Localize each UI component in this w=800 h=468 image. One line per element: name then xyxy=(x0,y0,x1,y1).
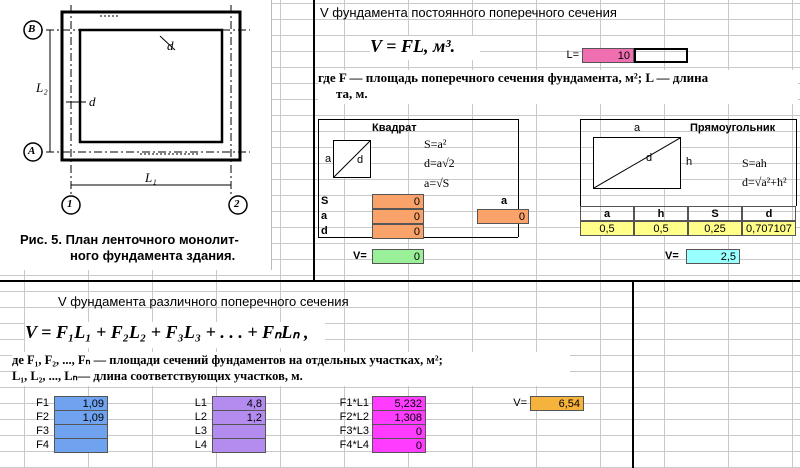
rect-header-s: S xyxy=(688,206,742,221)
f1l1-label: F1*L1 xyxy=(339,397,369,409)
l2-label: L2 xyxy=(194,411,207,423)
rect-header-d: d xyxy=(742,206,796,221)
l4-label: L4 xyxy=(194,439,207,451)
rect-header-a: a xyxy=(580,206,634,221)
rect-volume-label: V= xyxy=(665,250,679,262)
square-formula-diag: d=a√2 xyxy=(424,156,455,170)
axis-label-a: A xyxy=(28,145,36,157)
square-row-label-d: d xyxy=(321,225,328,237)
l1-label: L1 xyxy=(194,397,207,409)
f3l3-value[interactable]: 0 xyxy=(372,424,426,439)
section2-desc-line2: L₁, L₂, ..., Lₙ— длина соответствующих участков, м. xyxy=(12,369,303,383)
rect-diagram xyxy=(593,137,681,189)
rect-d-value[interactable]: 0,707107 xyxy=(742,221,796,236)
f4-label: F4 xyxy=(36,439,49,451)
rect-header-h: h xyxy=(634,206,688,221)
dim-label-l1: L₁ xyxy=(145,170,157,185)
l2-input[interactable]: 1,2 xyxy=(212,410,266,425)
f4-input[interactable] xyxy=(54,438,108,453)
f3-input[interactable] xyxy=(54,424,108,439)
section1-desc-line1: где F — площадь поперечного сечения фундамента, м²; L — длина xyxy=(318,70,709,85)
axis-label-2: 2 xyxy=(234,198,240,210)
divider-vertical-bottom xyxy=(632,280,634,468)
section2-formula: V = F₁L₁ + F₂L₂ + F₃L₃ + . . . + FₙLₙ , xyxy=(25,322,325,348)
l4-input[interactable] xyxy=(212,438,266,453)
l3-input[interactable] xyxy=(212,424,266,439)
square-s-input[interactable]: 0 xyxy=(372,194,424,209)
section1-title: V фундамента постоянного поперечного сечения xyxy=(320,5,617,20)
rect-diagonal xyxy=(594,138,680,188)
square-title: Квадрат xyxy=(372,122,417,134)
section2-desc-line1: де F₁, F₂, ..., Fₙ — площади сечений фундаментов на отдельных участках, м²; xyxy=(12,353,443,367)
square-side-label: a xyxy=(325,153,332,165)
foundation-plan-drawing xyxy=(0,0,272,270)
axis-label-1: 1 xyxy=(67,198,73,210)
foundation-plan-image xyxy=(0,0,272,270)
square-d-value[interactable]: 0 xyxy=(372,224,424,239)
square-diagonal xyxy=(334,141,370,177)
plan-caption-line1: Рис. 5. План ленточного монолит- xyxy=(20,232,239,247)
rect-a-input[interactable]: 0,5 xyxy=(580,221,634,236)
f2l2-value[interactable]: 1,308 xyxy=(372,410,426,425)
f2-input[interactable]: 1,09 xyxy=(54,410,108,425)
section1-description xyxy=(318,70,798,104)
f1l1-value[interactable]: 5,232 xyxy=(372,396,426,411)
square-row-label-a: a xyxy=(321,210,328,222)
f1-label: F1 xyxy=(36,397,49,409)
rect-border-right xyxy=(796,119,797,206)
square-a-input[interactable]: 0 xyxy=(477,209,529,224)
plan-caption-line2: ного фундамента здания. xyxy=(70,248,236,263)
axis-label-b: B xyxy=(28,23,36,35)
rect-formula-area: S=ah xyxy=(742,156,767,170)
divider-horizontal xyxy=(0,280,800,282)
l1-input[interactable]: 4,8 xyxy=(212,396,266,411)
square-diagram xyxy=(333,140,371,178)
active-cell[interactable] xyxy=(634,48,688,63)
rect-s-value[interactable]: 0,25 xyxy=(688,221,742,236)
square-formula-area: S=a² xyxy=(424,137,447,151)
rect-title: Прямоугольник xyxy=(690,122,776,134)
rect-top-label: a xyxy=(634,122,641,134)
dim-label-d-top: d xyxy=(167,38,174,53)
f3l3-label: F3*L3 xyxy=(339,425,369,437)
rect-border-top xyxy=(580,119,796,120)
rect-volume-value[interactable]: 2,5 xyxy=(686,249,740,264)
length-input[interactable]: 10 xyxy=(582,48,634,63)
square-volume-value[interactable]: 0 xyxy=(372,249,424,264)
dim-label-l2: L₂ xyxy=(36,80,48,95)
square-formula-side: a=√S xyxy=(424,176,450,190)
rect-border-left xyxy=(580,119,581,206)
square-volume-label: V= xyxy=(353,250,367,262)
f2l2-label: F2*L2 xyxy=(339,411,369,423)
total-volume-value[interactable]: 6,54 xyxy=(530,396,584,411)
f1-input[interactable]: 1,09 xyxy=(54,396,108,411)
section1-formula: V = FL, м³. xyxy=(370,36,480,60)
f2-label: F2 xyxy=(36,411,49,423)
section2-description xyxy=(12,352,570,386)
l3-label: L3 xyxy=(194,425,207,437)
length-label: L= xyxy=(566,49,579,61)
total-volume-label: V= xyxy=(513,397,527,409)
rect-side-label: h xyxy=(686,156,693,168)
f4l4-value[interactable]: 0 xyxy=(372,438,426,453)
square-diag-label: d xyxy=(357,154,364,166)
f4l4-label: F4*L4 xyxy=(339,439,369,451)
rect-values-table xyxy=(580,206,796,236)
rect-formula-diag: d=√a²+h² xyxy=(742,175,787,189)
square-a-value[interactable]: 0 xyxy=(372,209,424,224)
square-border-top xyxy=(318,119,518,120)
square-row-label-s: S xyxy=(321,195,329,207)
dim-label-d-left: d xyxy=(89,94,96,109)
square-a-header: a xyxy=(501,195,508,207)
f3-label: F3 xyxy=(36,425,49,437)
section2-title: V фундамента различного поперечного сечения xyxy=(58,294,349,309)
rect-h-input[interactable]: 0,5 xyxy=(634,221,688,236)
section1-desc-line2: та, м. xyxy=(336,86,368,101)
divider-vertical-top xyxy=(313,0,315,280)
rect-diag-label: d xyxy=(646,152,653,164)
